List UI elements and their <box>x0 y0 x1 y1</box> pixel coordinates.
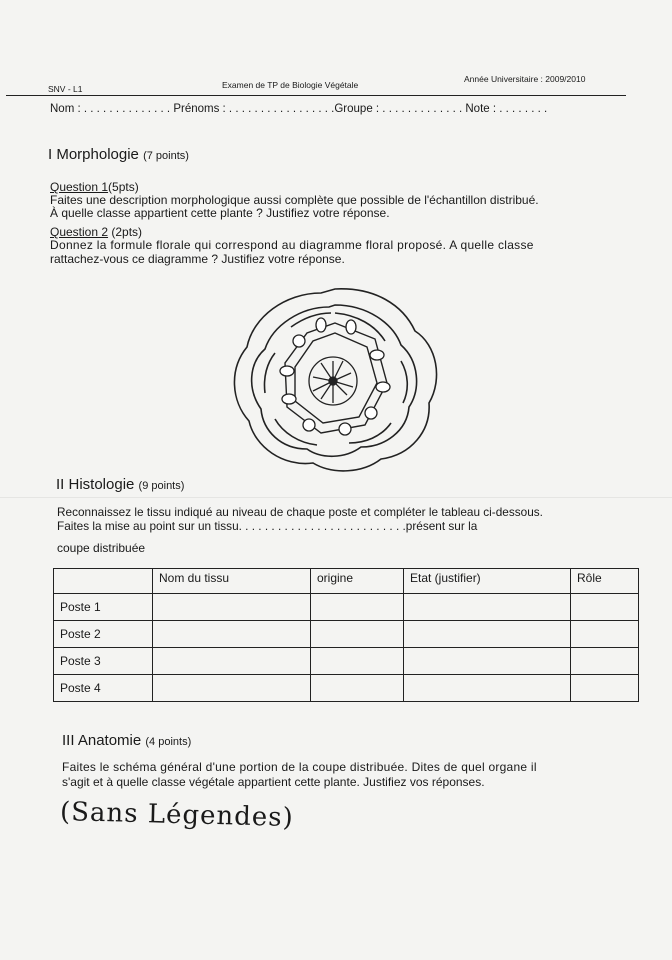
paper-fold <box>0 497 672 498</box>
row-label: Poste 4 <box>54 675 153 702</box>
answer-cell[interactable] <box>571 594 639 621</box>
anatomie-text-1: Faites le schéma général d'une portion de la coupe distribuée. Dites de quel organe il <box>62 760 537 774</box>
header-rule <box>6 95 626 96</box>
question-points: (2pts) <box>108 225 143 239</box>
table-header-cell <box>54 569 153 594</box>
answer-cell[interactable] <box>404 648 571 675</box>
student-id-line: Nom : . . . . . . . . . . . . . . Prénoms : . . . . . . . . . . . . . . . . .Groupe : . . . . . . . . . . . . . Note : . . . . . . . . <box>50 103 548 115</box>
floral-diagram <box>225 283 445 475</box>
question-2-heading <box>50 225 142 239</box>
question-1-text-2: À quelle classe appartient cette plante ? Justifiez votre réponse. <box>50 206 390 220</box>
section-points: (4 points) <box>145 736 192 748</box>
section-morphologie-title <box>48 146 189 163</box>
section-points: (9 points) <box>138 480 185 492</box>
handwritten-note: (Sans Légendes) <box>59 796 295 834</box>
section-histologie-title <box>56 476 184 493</box>
section-title: I Morphologie <box>48 146 139 163</box>
answer-cell[interactable] <box>311 621 404 648</box>
row-label: Poste 1 <box>54 594 153 621</box>
table-row <box>54 648 639 675</box>
answer-cell[interactable] <box>153 594 311 621</box>
academic-year: Année Universitaire : 2009/2010 <box>464 74 586 84</box>
course-code: SNV - L1 <box>48 84 83 94</box>
answer-cell[interactable] <box>311 648 404 675</box>
table-header-row <box>54 569 639 594</box>
section-title: II Histologie <box>56 476 135 493</box>
answer-cell[interactable] <box>311 594 404 621</box>
table-row <box>54 594 639 621</box>
section-points: (7 points) <box>143 150 189 162</box>
exam-title: Examen de TP de Biologie Végétale <box>222 80 359 90</box>
answer-cell[interactable] <box>571 675 639 702</box>
histologie-text-1: Reconnaissez le tissu indiqué au niveau de chaque poste et compléter le tableau ci-dessous. <box>57 505 543 519</box>
answer-cell[interactable] <box>571 621 639 648</box>
table-header-cell: origine <box>311 569 404 594</box>
tissue-table <box>53 568 639 702</box>
row-label: Poste 3 <box>54 648 153 675</box>
answer-cell[interactable] <box>153 621 311 648</box>
answer-cell[interactable] <box>571 648 639 675</box>
section-title: III Anatomie <box>62 732 142 749</box>
answer-cell[interactable] <box>153 648 311 675</box>
question-label: Question 1 <box>50 180 109 194</box>
histologie-text-2: Faites la mise au point sur un tissu. . . . . . . . . . . . . . . . . . . . . . . . . .présent sur la <box>57 519 478 533</box>
answer-cell[interactable] <box>404 594 571 621</box>
answer-cell[interactable] <box>311 675 404 702</box>
question-points: (5pts) <box>108 180 139 194</box>
anatomie-text-2: s'agit et à quelle classe végétale appartient cette plante. Justifiez vos réponses. <box>62 775 485 789</box>
table-header-cell: Nom du tissu <box>153 569 311 594</box>
question-2-text-2: rattachez-vous ce diagramme ? Justifiez votre réponse. <box>50 252 345 266</box>
answer-cell[interactable] <box>404 621 571 648</box>
table-header-cell: Etat (justifier) <box>404 569 571 594</box>
table-row <box>54 621 639 648</box>
table-row <box>54 675 639 702</box>
answer-cell[interactable] <box>404 675 571 702</box>
table-header-cell: Rôle <box>571 569 639 594</box>
question-2-text-1: Donnez la formule florale qui correspond au diagramme floral proposé. A quelle classe <box>50 238 534 252</box>
histologie-text-3: coupe distribuée <box>57 541 146 555</box>
question-1-heading <box>50 180 139 194</box>
question-1-text-1: Faites une description morphologique aussi complète que possible de l'échantillon distribué. <box>50 193 539 207</box>
row-label: Poste 2 <box>54 621 153 648</box>
answer-cell[interactable] <box>153 675 311 702</box>
question-label: Question 2 <box>50 225 109 239</box>
section-anatomie-title <box>62 732 191 749</box>
